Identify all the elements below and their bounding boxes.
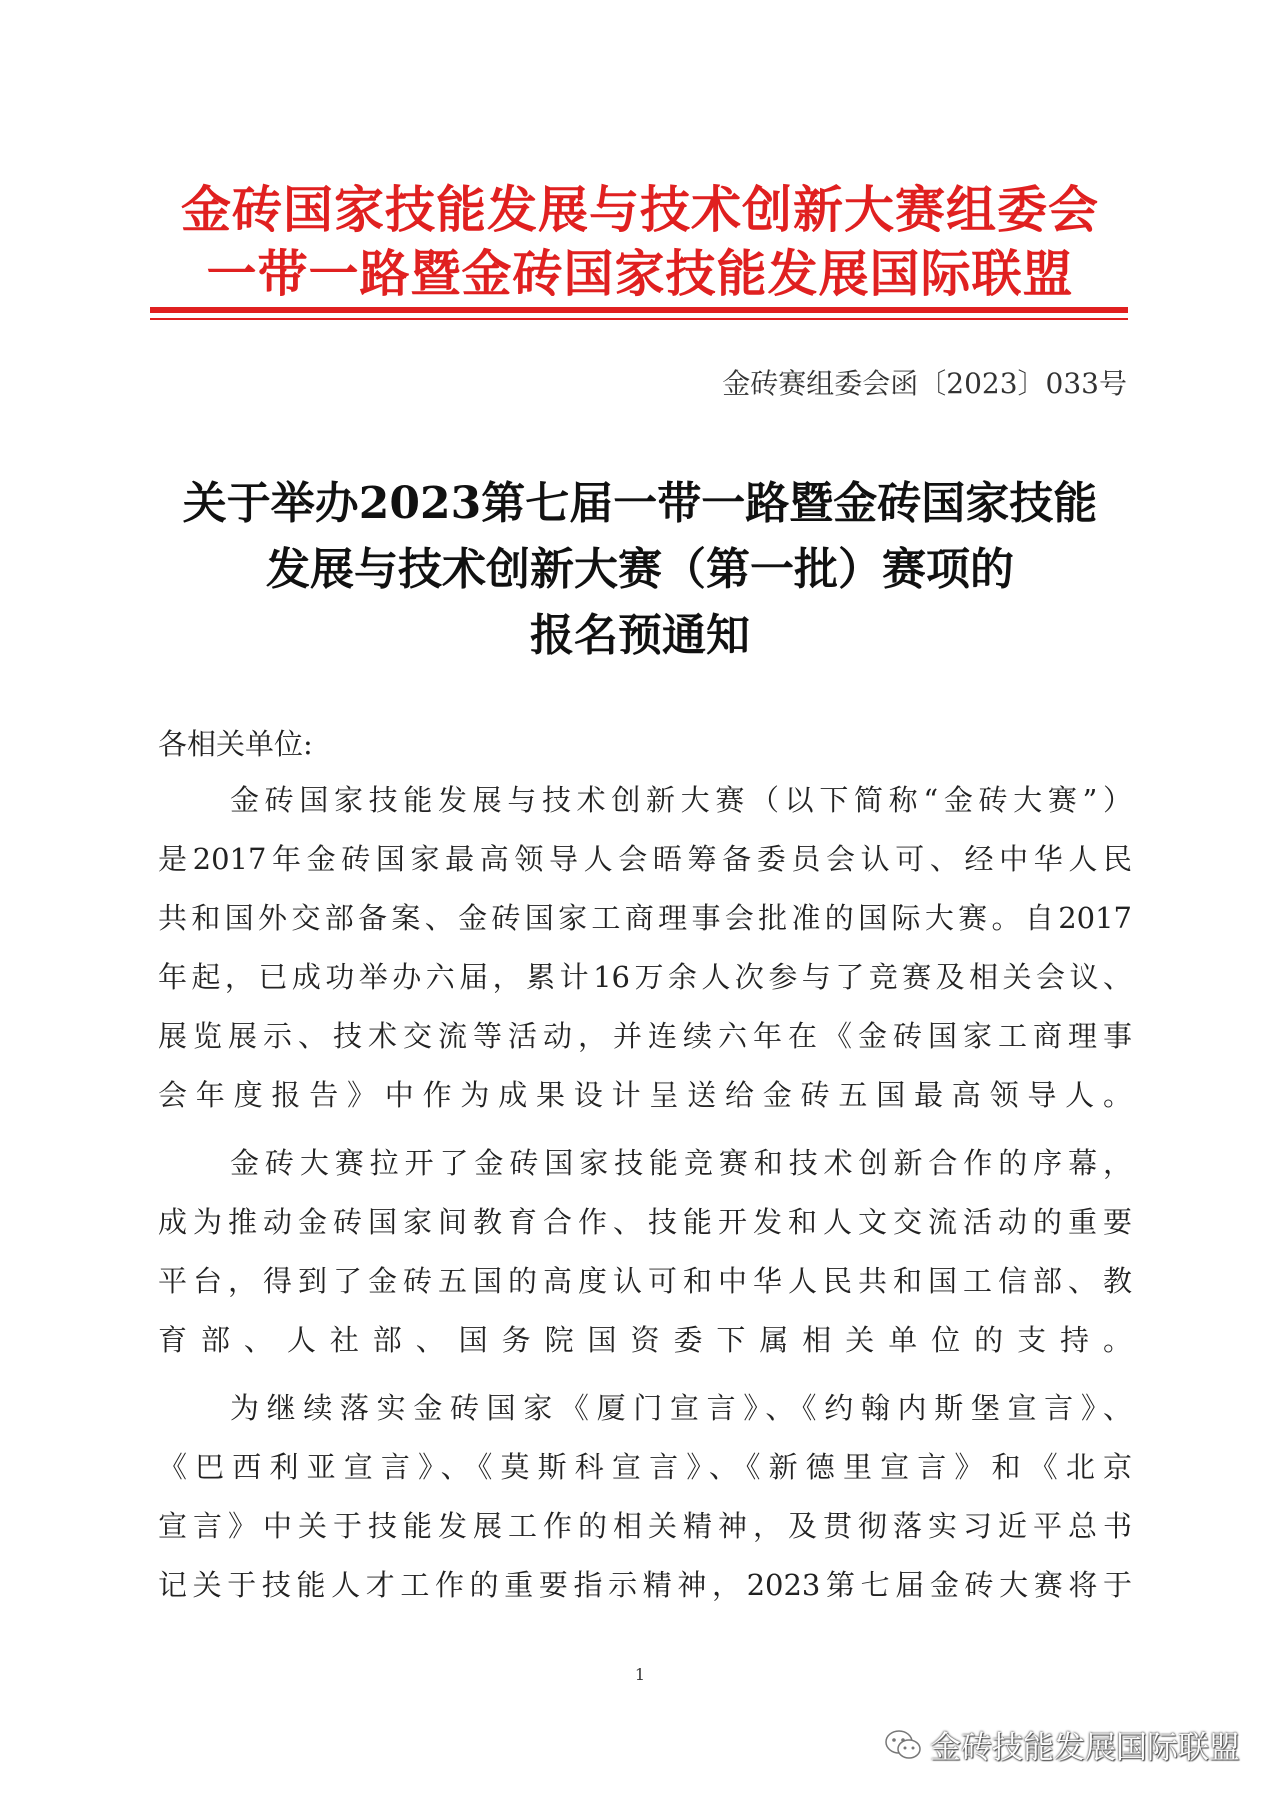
page-number: 1 <box>634 1665 646 1684</box>
paragraph-2-line: 育部、人社部、国务院国资委下属相关单位的支持。 <box>158 1323 1132 1357</box>
wechat-icon <box>884 1728 922 1762</box>
header-rule-thin <box>150 318 1128 320</box>
paragraph-1-line: 展览展示、技术交流等活动，并连续六年在《金砖国家工商理事 <box>158 1019 1132 1053</box>
paragraph-2-line: 金砖大赛拉开了金砖国家技能竞赛和技术创新合作的序幕， <box>230 1146 1132 1180</box>
paragraph-1-line: 年起，已成功举办六届，累计16万余人次参与了竞赛及相关会议、 <box>158 960 1132 994</box>
header-rule-thick <box>150 307 1128 313</box>
paragraph-1-line: 会年度报告》中作为成果设计呈送给金砖五国最高领导人。 <box>158 1078 1132 1112</box>
paragraph-1-line: 共和国外交部备案、金砖国家工商理事会批准的国际大赛。自2017 <box>158 901 1132 935</box>
paragraph-3-line: 为继续落实金砖国家《厦门宣言》、《约翰内斯堡宣言》、 <box>230 1391 1132 1425</box>
title-line-1: 关于举办2023第七届一带一路暨金砖国家技能 <box>182 478 1098 529</box>
paragraph-2-line: 平台，得到了金砖五国的高度认可和中华人民共和国工信部、教 <box>158 1264 1132 1298</box>
paragraph-3-line: 《巴西利亚宣言》、《莫斯科宣言》、《新德里宣言》和《北京 <box>158 1450 1132 1484</box>
header-org-line-2: 一带一路暨金砖国家技能发展国际联盟 <box>206 245 1074 303</box>
paragraph-3-line: 记关于技能人才工作的重要指示精神，2023第七届金砖大赛将于 <box>158 1568 1132 1602</box>
document-number: 金砖赛组委会函〔2023〕033号 <box>722 367 1127 400</box>
salutation: 各相关单位: <box>158 727 313 761</box>
paragraph-3-line: 宣言》中关于技能发展工作的相关精神，及贯彻落实习近平总书 <box>158 1509 1132 1543</box>
title-line-2: 发展与技术创新大赛（第一批）赛项的 <box>266 544 1014 595</box>
paragraph-1-line: 是2017年金砖国家最高领导人会晤筹备委员会认可、经中华人民 <box>158 842 1132 876</box>
paragraph-2-line: 成为推动金砖国家间教育合作、技能开发和人文交流活动的重要 <box>158 1205 1132 1239</box>
wechat-account-watermark <box>884 1722 1240 1767</box>
header-org-line-1: 金砖国家技能发展与技术创新大赛组委会 <box>181 181 1099 239</box>
paragraph-1-line: 金砖国家技能发展与技术创新大赛（以下简称“金砖大赛”） <box>230 783 1132 817</box>
title-line-3: 报名预通知 <box>530 610 750 661</box>
watermark-account-name: 金砖技能发展国际联盟 <box>930 1730 1240 1766</box>
